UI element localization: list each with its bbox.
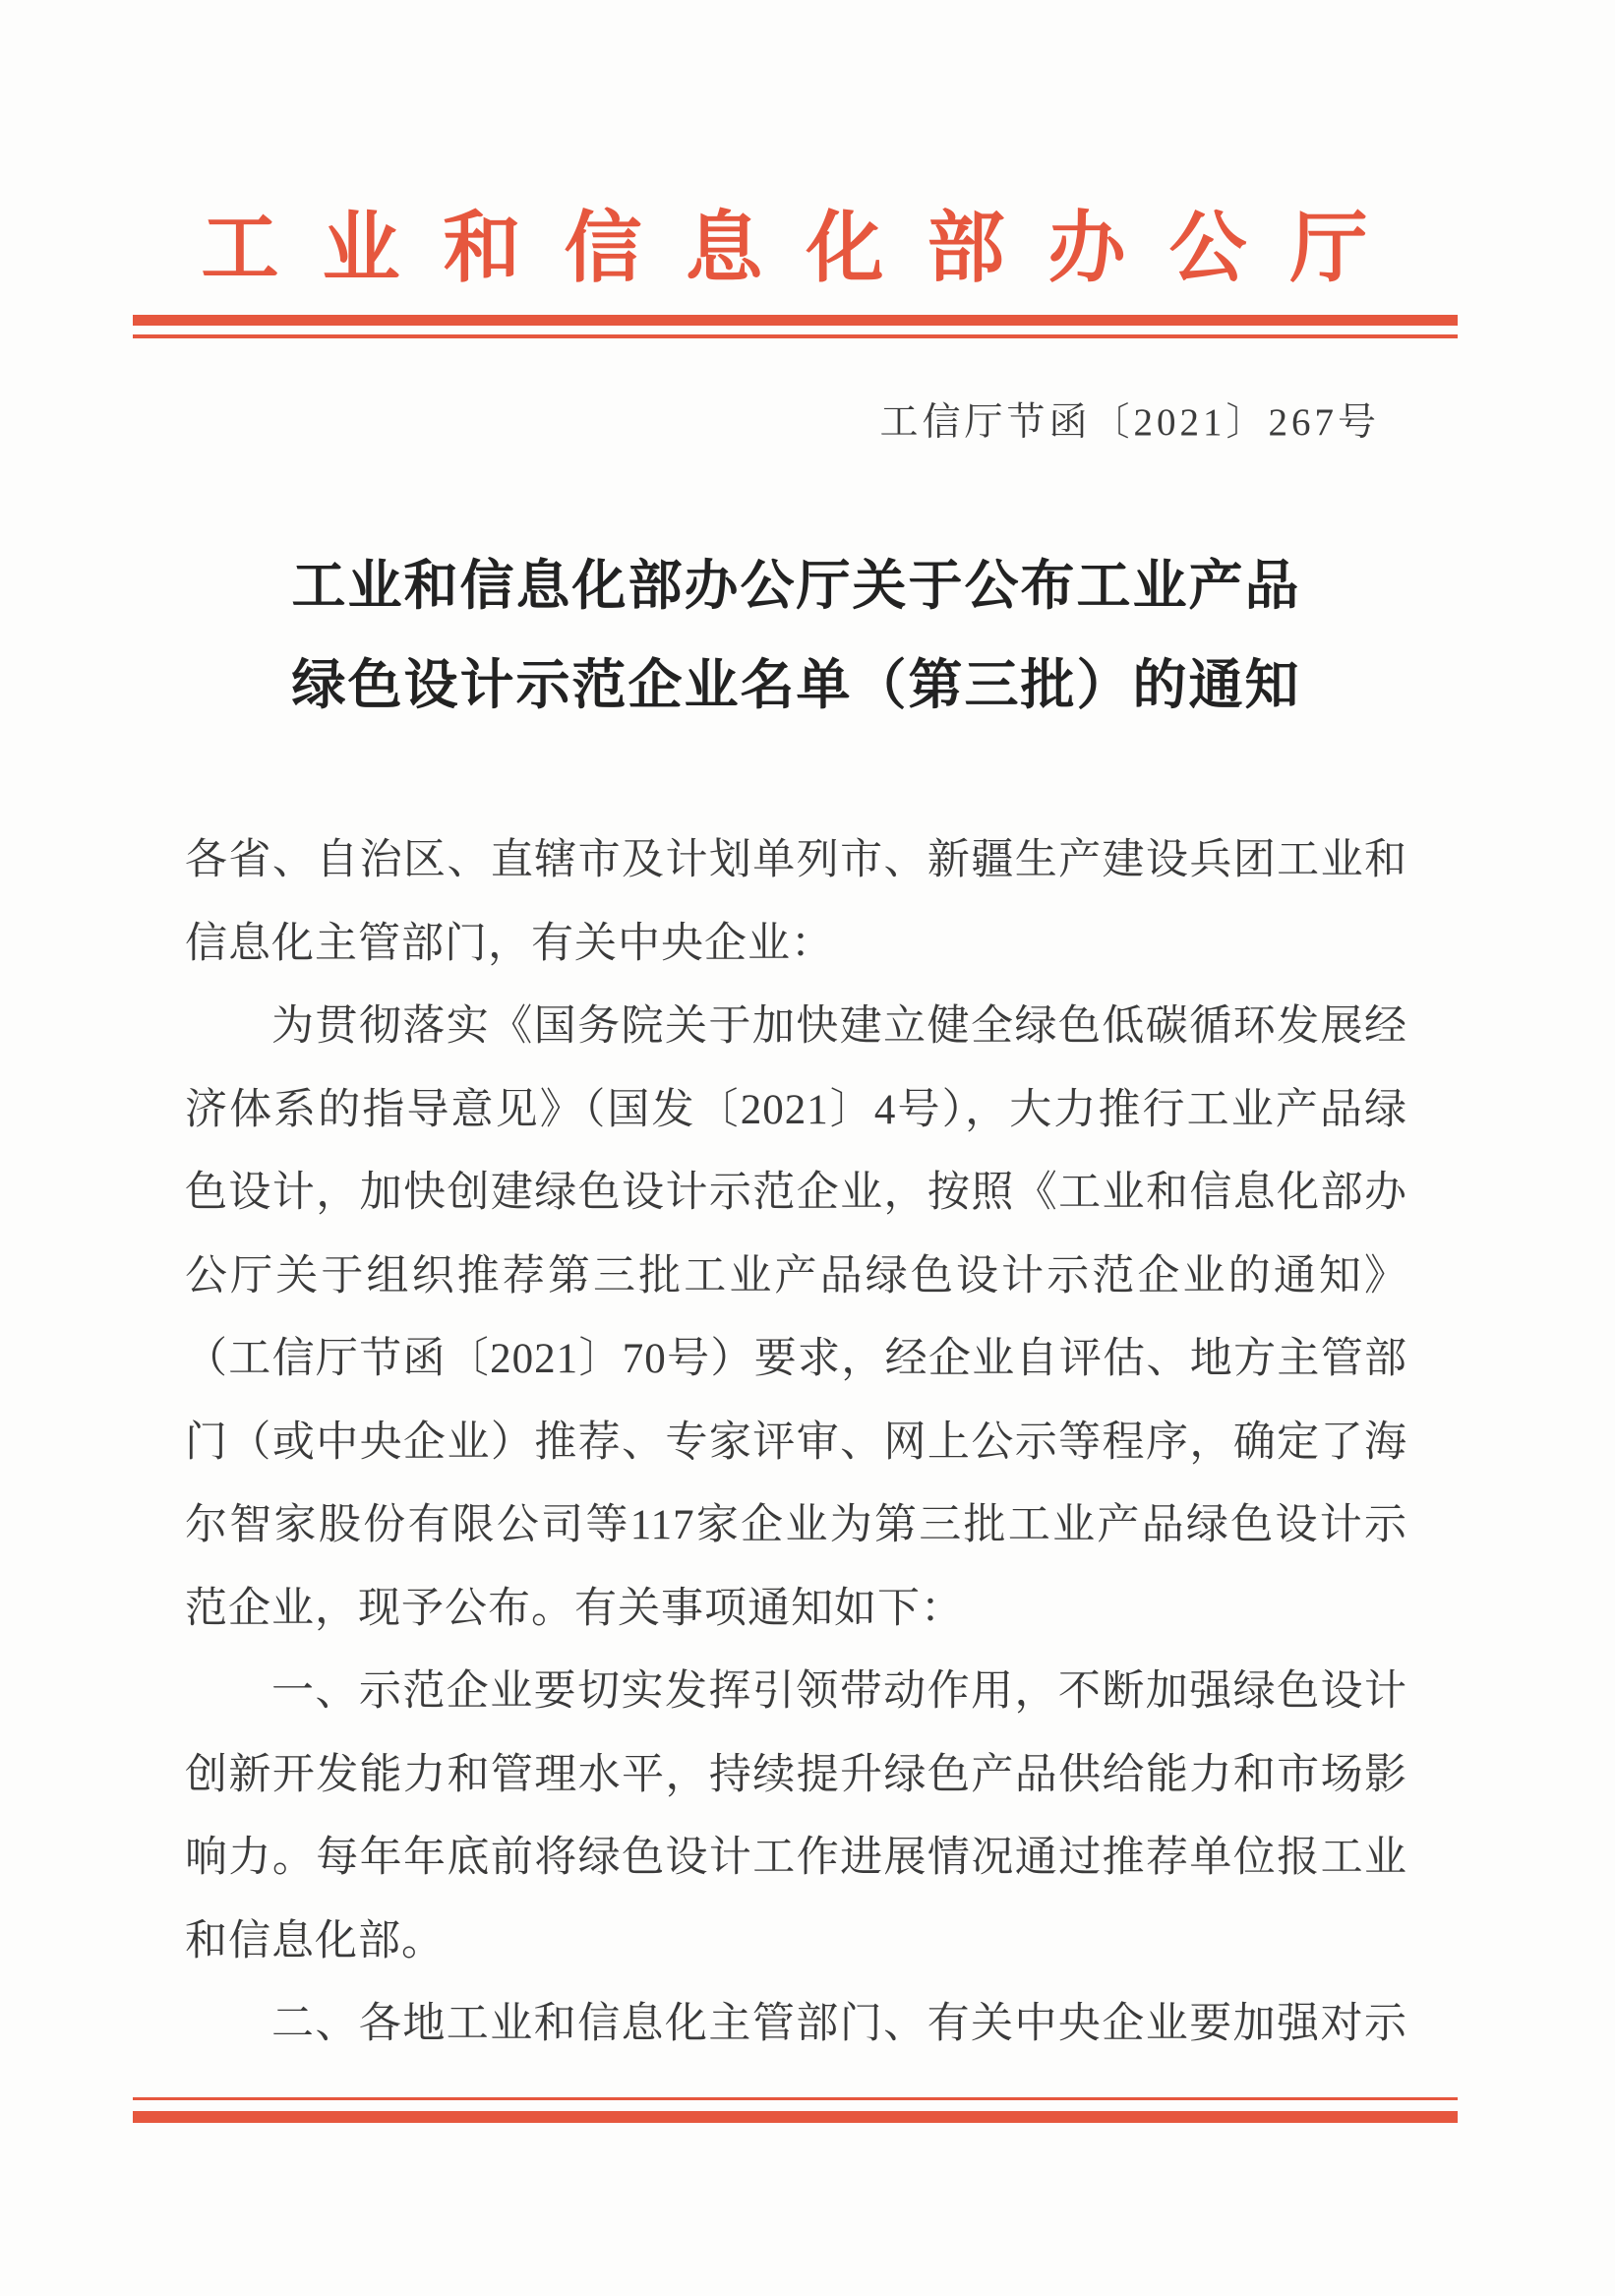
notice-title-line1: 工业和信息化部办公厅关于公布工业产品 xyxy=(291,556,1301,616)
body-line: （工信厅节函〔2021〕70号）要求，经企业自评估、地方主管部 xyxy=(185,1336,1407,1382)
notice-title-line2: 绿色设计示范企业名单（第三批）的通知 xyxy=(291,655,1301,715)
body-line: 为贯彻落实《国务院关于加快建立健全绿色低碳循环发展经 xyxy=(271,1003,1407,1050)
notice-title xyxy=(185,536,1407,735)
body-line: 和信息化部。 xyxy=(185,1917,445,1964)
body-text xyxy=(185,819,1407,2067)
body-line: 公厅关于组织推荐第三批工业产品绿色设计示范企业的通知》 xyxy=(185,1252,1407,1299)
body-line: 各省、自治区、直辖市及计划单列市、新疆生产建设兵团工业和 xyxy=(185,837,1407,883)
footer-rule-thick xyxy=(133,2111,1458,2123)
body-line: 门（或中央企业）推荐、专家评审、网上公示等程序，确定了海 xyxy=(185,1419,1407,1466)
body-line: 尔智家股份有限公司等117家企业为第三批工业产品绿色设计示 xyxy=(185,1502,1407,1548)
header-rule-thick xyxy=(133,315,1458,326)
body-line: 济体系的指导意见》（国发〔2021〕4号），大力推行工业产品绿 xyxy=(185,1086,1407,1133)
body-line: 创新开发能力和管理水平，持续提升绿色产品供给能力和市场影 xyxy=(185,1751,1407,1798)
issuer-header: 工业和信息化部办公厅 xyxy=(201,207,1411,292)
body-line: 二、各地工业和信息化主管部门、有关中央企业要加强对示 xyxy=(271,2001,1407,2047)
footer-rule-thin xyxy=(133,2097,1458,2100)
doc-number: 工信厅节函〔2021〕267号 xyxy=(879,401,1380,444)
header-rule-thin xyxy=(133,334,1458,338)
body-line: 一、示范企业要切实发挥引领带动作用，不断加强绿色设计 xyxy=(271,1668,1407,1715)
body-line: 信息化主管部门，有关中央企业： xyxy=(185,920,834,967)
body-line: 范企业，现予公布。有关事项通知如下： xyxy=(185,1585,964,1632)
body-line: 响力。每年年底前将绿色设计工作进展情况通过推荐单位报工业 xyxy=(185,1835,1407,1881)
body-line: 色设计，加快创建绿色设计示范企业，按照《工业和信息化部办 xyxy=(185,1170,1407,1216)
